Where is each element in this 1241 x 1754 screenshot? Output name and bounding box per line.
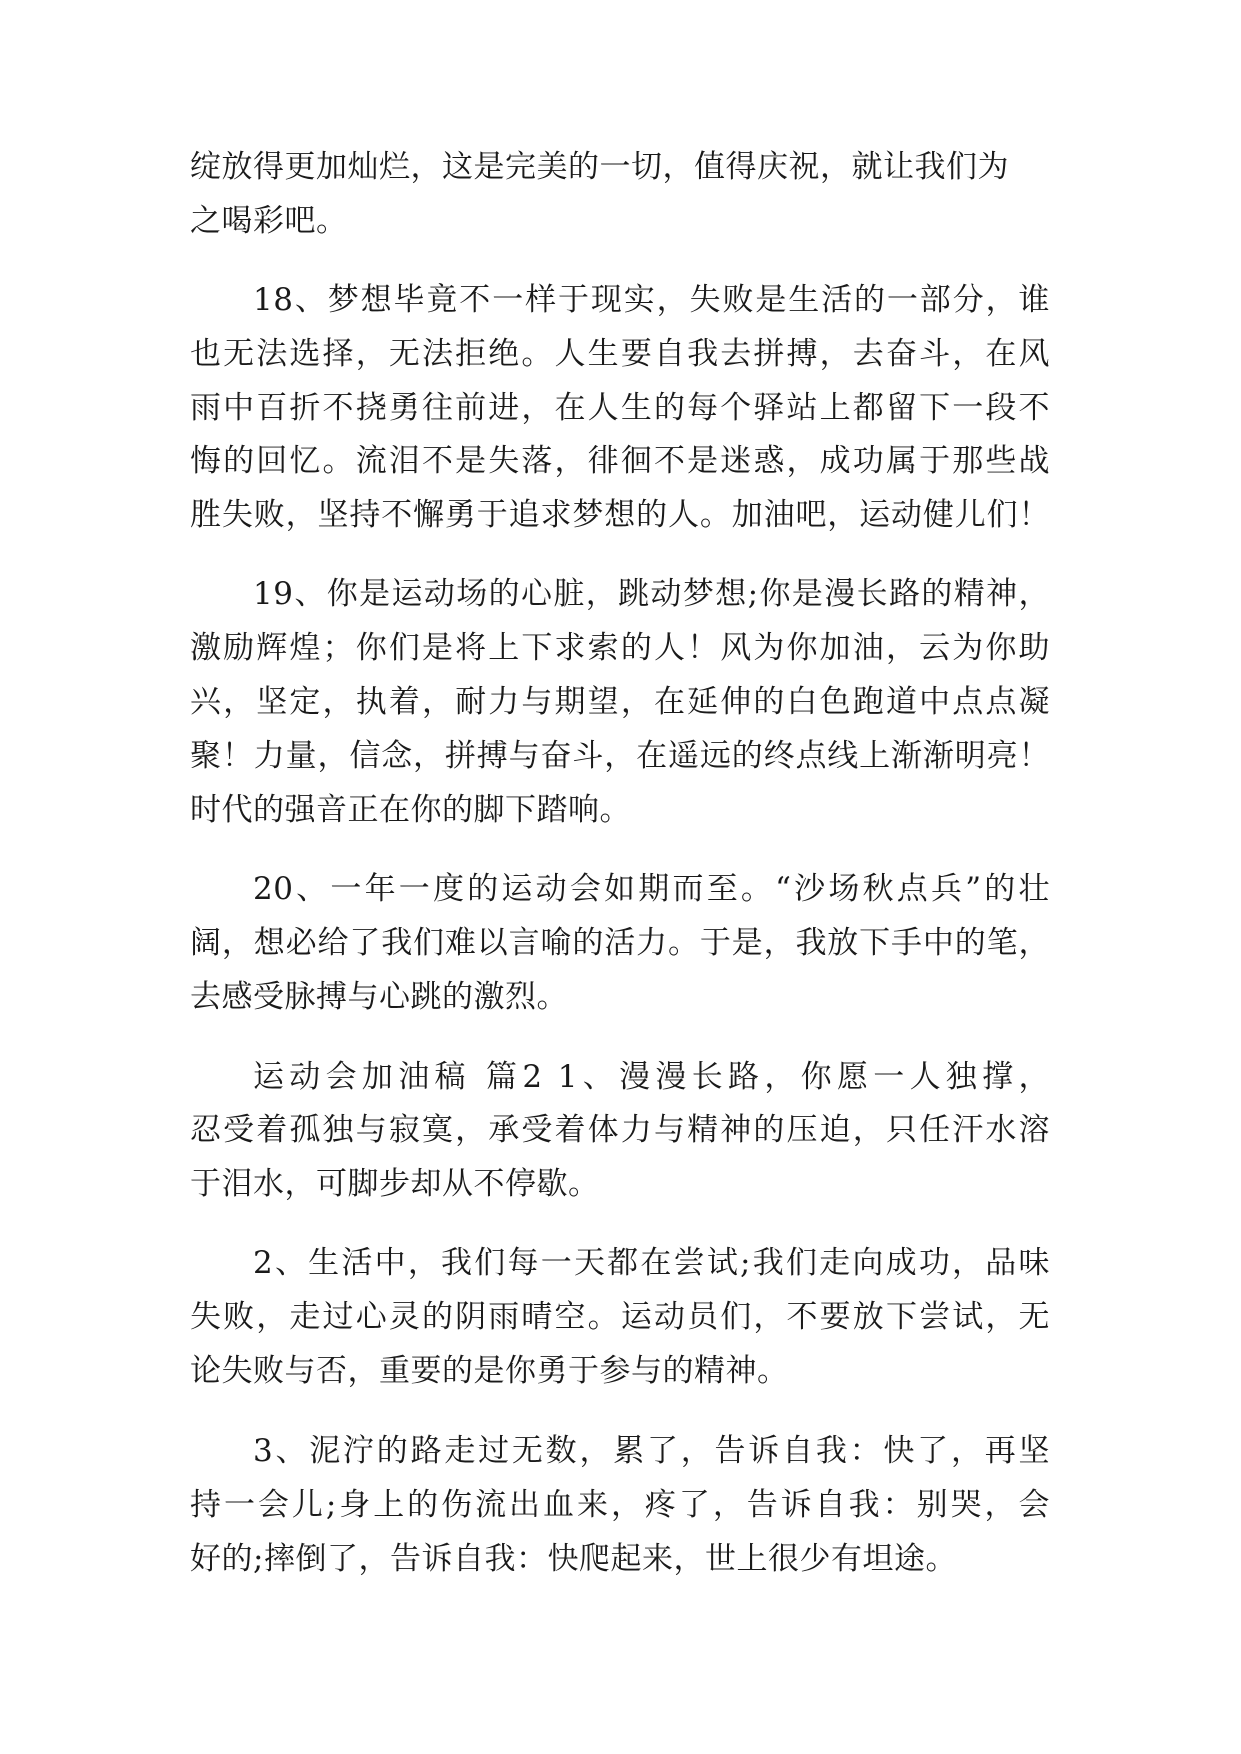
text-line: 于泪水，可脚步却从不停歇。 (190, 1166, 600, 1202)
paragraph-20-line: 20、一年一度的运动会如期而至。“沙场秋点兵”的壮 (253, 871, 1050, 907)
text-line: 雨中百折不挠勇往前进，在人生的每个驿站上都留下一段不 (190, 390, 1050, 426)
text-line: 阔，想必给了我们难以言喻的活力。于是，我放下手中的笔， (190, 925, 1050, 961)
text-line: 忍受着孤独与寂寞，承受着体力与精神的压迫，只任汗水溶 (190, 1112, 1050, 1148)
text-line: 激励辉煌；你们是将上下求索的人！风为你加油，云为你助 (190, 630, 1050, 666)
text-line: 也无法选择，无法拒绝。人生要自我去拼搏，去奋斗，在风 (190, 336, 1050, 372)
text-line: 去感受脉搏与心跳的激烈。 (190, 979, 568, 1015)
text-line: 持一会儿;身上的伤流出血来，疼了，告诉自我：别哭，会 (190, 1487, 1050, 1523)
text-line: 悔的回忆。流泪不是失落，徘徊不是迷惑，成功属于那些战 (190, 443, 1050, 479)
text-line: 之喝彩吧。 (190, 203, 348, 239)
paragraph-3-line: 3、泥泞的路走过无数，累了，告诉自我：快了，再坚 (253, 1433, 1050, 1469)
paragraph-18-line: 18、梦想毕竟不一样于现实，失败是生活的一部分，谁 (253, 282, 1050, 318)
text-line: 时代的强音正在你的脚下踏响。 (190, 792, 631, 828)
text-line: 好的;摔倒了，告诉自我：快爬起来，世上很少有坦途。 (190, 1541, 957, 1577)
paragraph-19-line: 19、你是运动场的心脏，跳动梦想;你是漫长路的精神， (253, 576, 1050, 612)
text-line: 聚！力量，信念，拼搏与奋斗，在遥远的终点线上渐渐明亮！ (190, 738, 1050, 774)
text-line: 失败，走过心灵的阴雨晴空。运动员们，不要放下尝试，无 (190, 1299, 1050, 1335)
paragraph-2-line: 2、生活中，我们每一天都在尝试;我们走向成功，品味 (253, 1245, 1050, 1281)
text-line: 兴，坚定，执着，耐力与期望，在延伸的白色跑道中点点凝 (190, 684, 1050, 720)
text-line: 胜失败，坚持不懈勇于追求梦想的人。加油吧，运动健儿们！ (190, 497, 1050, 533)
text-line: 论失败与否，重要的是你勇于参与的精神。 (190, 1353, 789, 1389)
text-line: 绽放得更加灿烂，这是完美的一切，值得庆祝，就让我们为 (190, 149, 1009, 185)
section-heading-line: 运动会加油稿 篇2 1、漫漫长路，你愿一人独撑， (253, 1059, 1050, 1095)
